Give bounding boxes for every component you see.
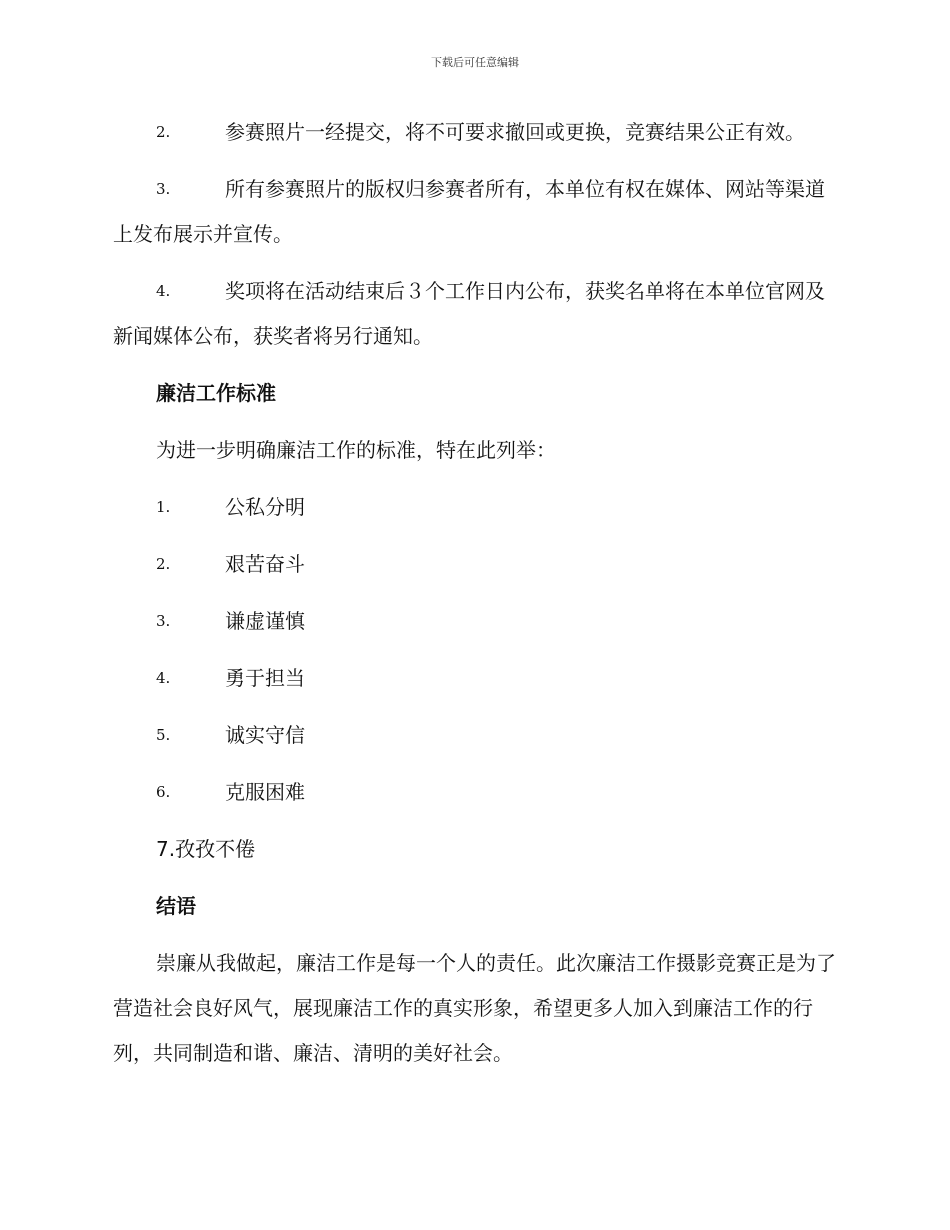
rule-text: 所有参赛照片的版权归参赛者所有，本单位有权在媒体、网站等渠道上发布展示并宣传。: [113, 177, 825, 246]
standard-number: 2.: [156, 555, 171, 573]
standard-text: 谦虚谨慎: [225, 609, 305, 633]
standard-number: 1.: [156, 498, 171, 516]
standard-item-6: [113, 770, 838, 815]
standard-item-3: [113, 599, 838, 644]
page-header-note: 下载后可任意编辑: [431, 56, 519, 69]
standard-item-5: [113, 713, 838, 758]
section-heading-conclusion: 结语: [156, 894, 196, 918]
rule-number: 4.: [156, 282, 171, 300]
standard-item-7: 7.孜孜不倦: [156, 837, 256, 861]
rule-number: 2.: [156, 123, 171, 141]
rule-text: 奖项将在活动结束后３个工作日内公布，获奖名单将在本单位官网及新闻媒体公布，获奖者将另行通知。: [113, 279, 825, 348]
standard-text: 公私分明: [225, 495, 305, 519]
conclusion-text: 崇廉从我做起，廉洁工作是每一个人的责任。此次廉洁工作摄影竞赛正是为了营造社会良好风气，展现廉洁工作的真实形象，希望更多人加入到廉洁工作的行列，共同制造和谐、廉洁、清明的美好社会。: [113, 951, 836, 1065]
rule-item-4: [113, 269, 838, 359]
rule-text: 参赛照片一经提交，将不可要求撤回或更换，竞赛结果公正有效。: [225, 120, 805, 144]
rule-item-2: [113, 110, 838, 155]
standards-intro: 为进一步明确廉洁工作的标准，特在此列举：: [156, 438, 556, 462]
standard-item-2: [113, 542, 838, 587]
document-body: [113, 110, 838, 1076]
standard-item-1: [113, 485, 838, 530]
standard-number: 3.: [156, 612, 171, 630]
standard-text: 勇于担当: [225, 666, 305, 690]
standard-text: 克服困难: [225, 780, 305, 804]
standard-number: 4.: [156, 669, 171, 687]
standard-text: 艰苦奋斗: [225, 552, 305, 576]
standard-text: 诚实守信: [225, 723, 305, 747]
standard-item-4: [113, 656, 838, 701]
standard-number: 6.: [156, 783, 171, 801]
standard-number: 5.: [156, 726, 171, 744]
rule-number: 3.: [156, 180, 171, 198]
section-heading-standards: 廉洁工作标准: [156, 381, 276, 405]
rule-item-3: [113, 167, 838, 257]
